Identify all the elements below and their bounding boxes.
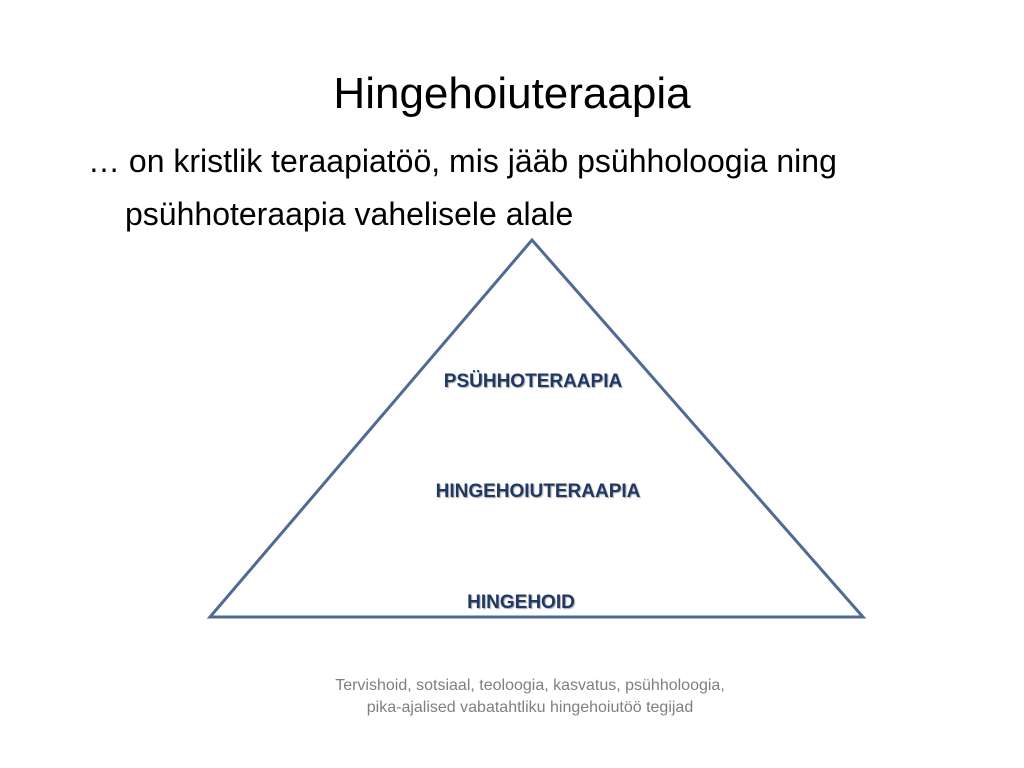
- pyramid-triangle: [210, 240, 863, 617]
- pyramid-level-top: PSÜHHOTERAAPIA: [443, 371, 623, 392]
- caption-line-1: Tervishoid, sotsiaal, teoloogia, kasvatus, psühholoogia,: [335, 677, 725, 694]
- slide-subtitle: … on kristlik teraapiatöö, mis jääb psühholoogia ning psühhoteraapia vahelisele alale: [88, 143, 837, 232]
- caption-line-2: pika-ajalised vabatahtliku hingehoiutöö tegijad: [366, 699, 694, 716]
- slide-title: Hingehoiuteraapia: [333, 69, 691, 118]
- pyramid-level-middle: HINGEHOIUTERAAPIA: [435, 481, 641, 502]
- pyramid-level-bottom: HINGEHOID: [467, 592, 575, 613]
